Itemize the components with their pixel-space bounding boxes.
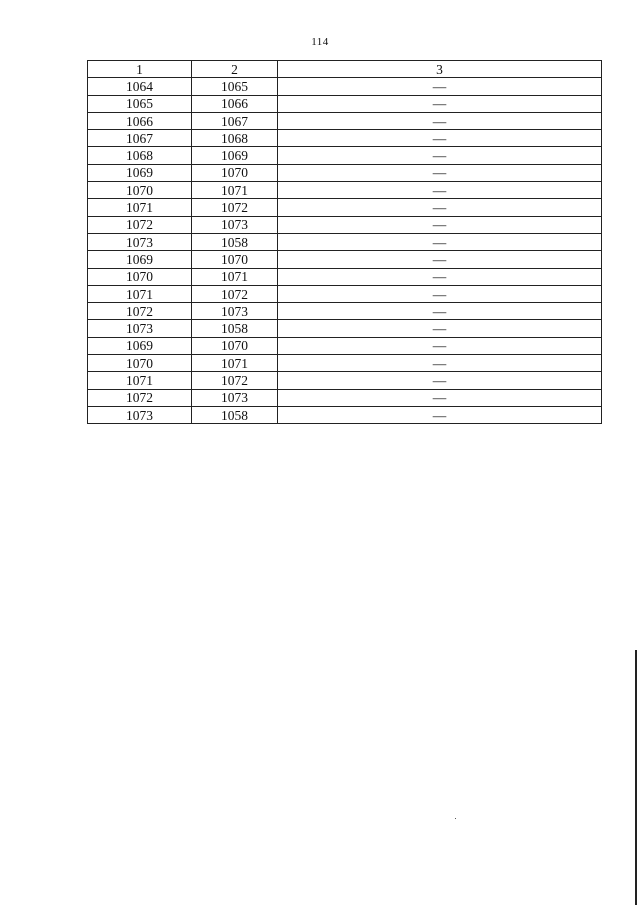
table-row <box>88 251 602 268</box>
table-cell: 1071 <box>88 199 192 216</box>
table-body <box>88 78 602 424</box>
table-row <box>88 95 602 112</box>
table-cell: 1071 <box>88 372 192 389</box>
table-cell: — <box>278 372 602 389</box>
scan-speck <box>455 818 456 819</box>
table-row <box>88 147 602 164</box>
table-cell: — <box>278 320 602 337</box>
table-cell: — <box>278 355 602 372</box>
table-cell: — <box>278 112 602 129</box>
table-cell: 1071 <box>88 285 192 302</box>
table-row <box>88 337 602 354</box>
table-cell: — <box>278 164 602 181</box>
table-cell: 1071 <box>192 182 278 199</box>
table-cell: 1058 <box>192 320 278 337</box>
table-cell: 1071 <box>192 355 278 372</box>
table-cell: — <box>278 199 602 216</box>
table-row <box>88 216 602 233</box>
table-cell: — <box>278 406 602 423</box>
table-cell: 1068 <box>88 147 192 164</box>
table-cell: — <box>278 268 602 285</box>
table-cell: 1070 <box>192 337 278 354</box>
table-cell: 1069 <box>88 164 192 181</box>
table-row <box>88 78 602 95</box>
table-cell: 1065 <box>88 95 192 112</box>
table-cell: 1072 <box>88 389 192 406</box>
table-cell: 1069 <box>88 251 192 268</box>
table-cell: 1058 <box>192 233 278 250</box>
scan-margin-line <box>635 650 637 905</box>
table-row <box>88 112 602 129</box>
table-cell: 1073 <box>88 320 192 337</box>
table-row <box>88 406 602 423</box>
table-row <box>88 233 602 250</box>
table-cell: 1073 <box>88 406 192 423</box>
table-cell: — <box>278 130 602 147</box>
table-cell: 1070 <box>192 251 278 268</box>
table-cell: 1069 <box>192 147 278 164</box>
table-cell: 1067 <box>192 112 278 129</box>
table-cell: 1072 <box>88 303 192 320</box>
table-cell: 1069 <box>88 337 192 354</box>
table-cell: 1070 <box>88 268 192 285</box>
table-cell: — <box>278 95 602 112</box>
table-row <box>88 320 602 337</box>
table-cell: 1067 <box>88 130 192 147</box>
table-cell: 1072 <box>88 216 192 233</box>
table-cell: 1070 <box>88 355 192 372</box>
table-cell: 1068 <box>192 130 278 147</box>
table-cell: 1073 <box>192 303 278 320</box>
table-cell: — <box>278 216 602 233</box>
table-cell: 1073 <box>192 389 278 406</box>
table-cell: 1065 <box>192 78 278 95</box>
table-cell: 1070 <box>88 182 192 199</box>
table-row <box>88 199 602 216</box>
table-cell: — <box>278 147 602 164</box>
table-cell: — <box>278 251 602 268</box>
column-header-2: 2 <box>192 61 278 78</box>
table-row <box>88 130 602 147</box>
table-row <box>88 285 602 302</box>
table-cell: — <box>278 233 602 250</box>
table-cell: 1073 <box>192 216 278 233</box>
table-row <box>88 164 602 181</box>
table-cell: 1064 <box>88 78 192 95</box>
table-cell: — <box>278 389 602 406</box>
table-row <box>88 372 602 389</box>
data-table <box>87 60 602 424</box>
table-cell: 1071 <box>192 268 278 285</box>
table-cell: 1066 <box>88 112 192 129</box>
table-row <box>88 268 602 285</box>
table-row <box>88 355 602 372</box>
table-cell: — <box>278 285 602 302</box>
table-cell: — <box>278 303 602 320</box>
table-cell: 1072 <box>192 199 278 216</box>
table-cell: 1072 <box>192 372 278 389</box>
table-cell: — <box>278 78 602 95</box>
table-cell: — <box>278 182 602 199</box>
table-cell: 1066 <box>192 95 278 112</box>
header-row <box>88 61 602 78</box>
table-row <box>88 303 602 320</box>
table-cell: 1073 <box>88 233 192 250</box>
column-header-3: 3 <box>278 61 602 78</box>
table-cell: — <box>278 337 602 354</box>
table-row <box>88 389 602 406</box>
page-number: 114 <box>311 36 329 48</box>
table-row <box>88 182 602 199</box>
table-cell: 1070 <box>192 164 278 181</box>
column-header-1: 1 <box>88 61 192 78</box>
table-header <box>88 61 602 78</box>
table-cell: 1072 <box>192 285 278 302</box>
table-cell: 1058 <box>192 406 278 423</box>
